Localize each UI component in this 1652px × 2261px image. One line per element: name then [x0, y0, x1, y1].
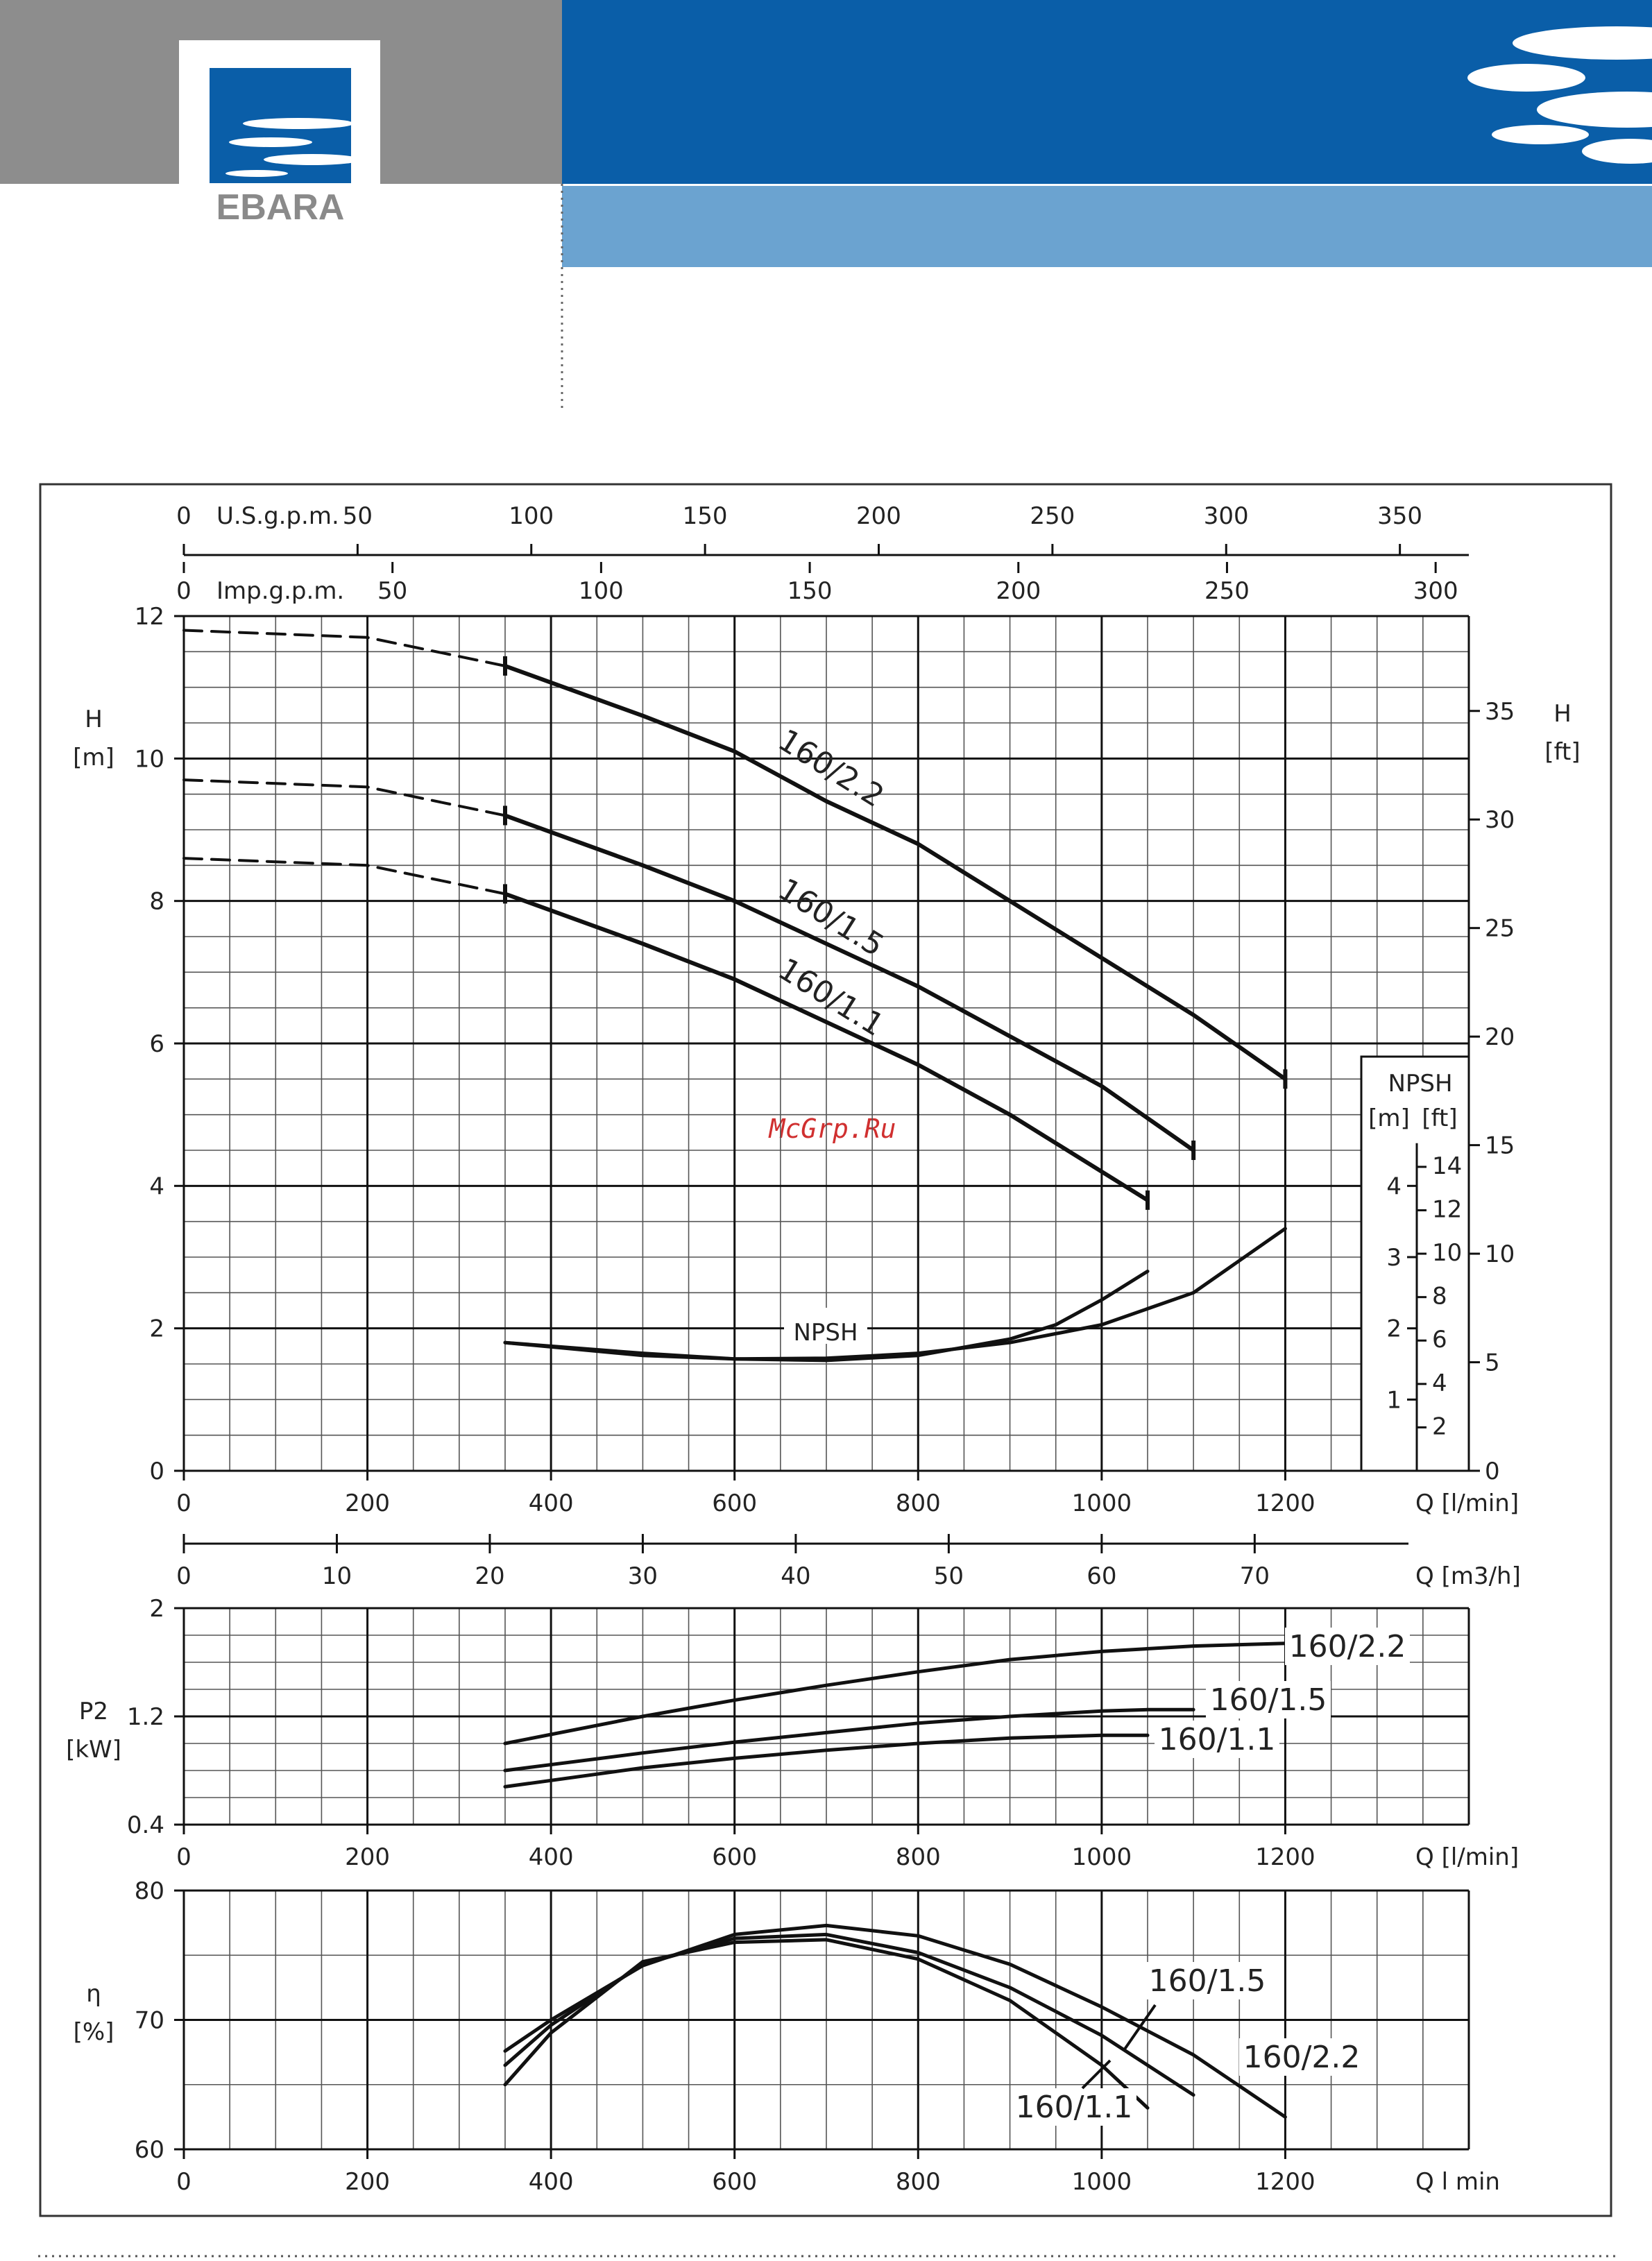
npsh-curve — [505, 1229, 1285, 1359]
m3h-tick-label: 0 — [176, 1562, 191, 1590]
ft-tick-label: 20 — [1485, 1023, 1515, 1052]
power-curve-label: 160/2.2 — [1288, 1629, 1406, 1664]
x-tick-label: 800 — [895, 2168, 941, 2196]
y-tick-label: 4 — [149, 1172, 164, 1201]
x-tick-label: 1000 — [1071, 1490, 1132, 1517]
npsh-m-tick-label: 2 — [1386, 1315, 1402, 1343]
x-tick-label: 0 — [176, 1843, 191, 1871]
npsh-unit-ft: [ft] — [1422, 1104, 1458, 1132]
y-tick-label: 2 — [149, 1595, 164, 1623]
top-axis-tick-label: 0 — [176, 502, 191, 530]
efficiency-curve-label: 160/2.2 — [1243, 2040, 1361, 2075]
npsh-curve-label: NPSH — [793, 1319, 858, 1347]
m3h-tick-label: 20 — [475, 1562, 505, 1590]
m3h-axis-label: Q [m3/h] — [1415, 1562, 1521, 1590]
y-tick-label: 8 — [149, 887, 164, 916]
x-axis-label: Q [l/min] — [1415, 1490, 1519, 1517]
x-tick-label: 1000 — [1071, 1843, 1132, 1871]
ft-tick-label: 5 — [1485, 1349, 1500, 1377]
head-curve-dashed — [184, 858, 505, 894]
power-curve — [505, 1709, 1193, 1771]
grid-lines — [184, 616, 1469, 2149]
top-axis-tick-label: 300 — [1413, 577, 1458, 605]
x-tick-label: 200 — [345, 1490, 391, 1517]
npsh-ft-tick-label: 12 — [1432, 1195, 1463, 1224]
top-axis-tick-label: 150 — [787, 577, 833, 605]
y-axis-unit: [kW] — [66, 1736, 121, 1764]
npsh-ft-tick-label: 14 — [1432, 1152, 1463, 1180]
npsh-scale-title: NPSH — [1388, 1070, 1453, 1098]
power-curve-label: 160/1.5 — [1209, 1682, 1327, 1718]
x-tick-label: 200 — [345, 1843, 391, 1871]
right-axis-label: H — [1553, 700, 1572, 728]
efficiency-curve-label: 160/1.1 — [1015, 2090, 1133, 2125]
npsh-ft-tick-label: 8 — [1432, 1282, 1447, 1311]
head-curve-dashed — [184, 780, 505, 815]
ft-tick-label: 30 — [1485, 806, 1515, 835]
top-axis-tick-label: 100 — [578, 577, 624, 605]
y-tick-label: 12 — [134, 603, 164, 631]
x-tick-label: 1200 — [1255, 1843, 1315, 1871]
y-tick-label: 70 — [134, 2006, 164, 2035]
x-axis-label: Q l min — [1415, 2168, 1500, 2196]
axis-labels — [66, 697, 1581, 2126]
y-tick-label: 0 — [149, 1458, 164, 1485]
y-tick-label: 0.4 — [126, 1811, 164, 1839]
top-axis-tick-label: 200 — [996, 577, 1041, 605]
m3h-tick-label: 40 — [781, 1562, 811, 1590]
y-tick-label: 10 — [134, 745, 164, 774]
m3h-tick-label: 70 — [1239, 1562, 1270, 1590]
watermark: McGrp.Ru — [769, 1114, 896, 1144]
ft-tick-label: 25 — [1485, 914, 1515, 943]
top-axis-tick-label: 250 — [1204, 577, 1250, 605]
top-axis-tick-label: 300 — [1203, 502, 1249, 530]
x-tick-label: 200 — [345, 2168, 391, 2196]
ft-tick-label: 35 — [1485, 697, 1515, 726]
x-tick-label: 400 — [528, 2168, 574, 2196]
npsh-ft-tick-label: 2 — [1432, 1413, 1447, 1441]
top-axis-tick-label: 50 — [377, 577, 408, 605]
efficiency-leader-line — [1124, 2005, 1155, 2050]
x-tick-label: 800 — [895, 1843, 941, 1871]
npsh-ft-tick-label: 10 — [1432, 1239, 1463, 1268]
npsh-unit-m: [m] — [1368, 1104, 1410, 1132]
top-axis-tick-label: 50 — [342, 502, 373, 530]
x-tick-label: 600 — [712, 1490, 758, 1517]
x-tick-label: 400 — [528, 1843, 574, 1871]
top-axis-tick-label: 350 — [1377, 502, 1423, 530]
y-tick-label: 2 — [149, 1315, 164, 1343]
top-axis-tick-label: 0 — [176, 577, 191, 605]
x-axis-label: Q [l/min] — [1415, 1843, 1519, 1871]
x-tick-label: 1000 — [1071, 2168, 1132, 2196]
y-tick-label: 60 — [134, 2136, 164, 2164]
npsh-ft-tick-label: 4 — [1432, 1369, 1447, 1397]
usgpm-axis-label: U.S.g.p.m. — [216, 502, 339, 530]
head-curve-dashed — [184, 631, 505, 666]
head-curve-label: 160/1.1 — [772, 951, 890, 1044]
logo-text: EBARA — [216, 187, 345, 228]
x-tick-label: 0 — [176, 1490, 191, 1517]
top-axis-tick-label: 200 — [856, 502, 901, 530]
x-tick-label: 600 — [712, 1843, 758, 1871]
y-axis-unit: [%] — [73, 2018, 114, 2046]
m3h-tick-label: 10 — [321, 1562, 352, 1590]
y-axis-unit: [m] — [73, 744, 114, 771]
y-tick-label: 1.2 — [126, 1703, 164, 1731]
head-curve-label: 160/1.5 — [772, 871, 890, 964]
npsh-m-tick-label: 1 — [1386, 1386, 1402, 1415]
y-tick-label: 80 — [134, 1877, 164, 1905]
ft-tick-label: 15 — [1485, 1132, 1515, 1160]
ft-tick-label: 10 — [1485, 1240, 1515, 1269]
m3h-tick-label: 30 — [627, 1562, 658, 1590]
m3h-tick-label: 60 — [1087, 1562, 1117, 1590]
m3h-tick-label: 50 — [933, 1562, 964, 1590]
top-axis-tick-label: 150 — [682, 502, 728, 530]
x-tick-label: 0 — [176, 2168, 191, 2196]
head-curve-label: 160/2.2 — [772, 722, 890, 815]
ft-tick-label: 0 — [1485, 1458, 1500, 1485]
power-curve-label: 160/1.1 — [1158, 1722, 1276, 1757]
efficiency-curve — [505, 1934, 1193, 2094]
npsh-m-tick-label: 3 — [1386, 1244, 1402, 1272]
y-axis-label: η — [86, 1980, 101, 2008]
x-tick-label: 600 — [712, 2168, 758, 2196]
x-tick-label: 1200 — [1255, 2168, 1315, 2196]
head-curve — [505, 666, 1285, 1079]
y-axis-label: P2 — [78, 1698, 109, 1725]
x-tick-label: 400 — [528, 1490, 574, 1517]
x-tick-label: 1200 — [1255, 1490, 1315, 1517]
x-tick-label: 800 — [895, 1490, 941, 1517]
impgpm-axis-label: Imp.g.p.m. — [216, 577, 345, 605]
efficiency-curve-label: 160/1.5 — [1148, 1963, 1266, 1999]
top-axis-tick-label: 100 — [509, 502, 554, 530]
y-axis-label: H — [85, 706, 103, 733]
npsh-ft-tick-label: 6 — [1432, 1326, 1447, 1354]
y-tick-label: 6 — [149, 1030, 164, 1058]
npsh-m-tick-label: 4 — [1386, 1172, 1402, 1201]
top-axis-tick-label: 250 — [1030, 502, 1075, 530]
right-axis-unit: [ft] — [1544, 738, 1581, 766]
